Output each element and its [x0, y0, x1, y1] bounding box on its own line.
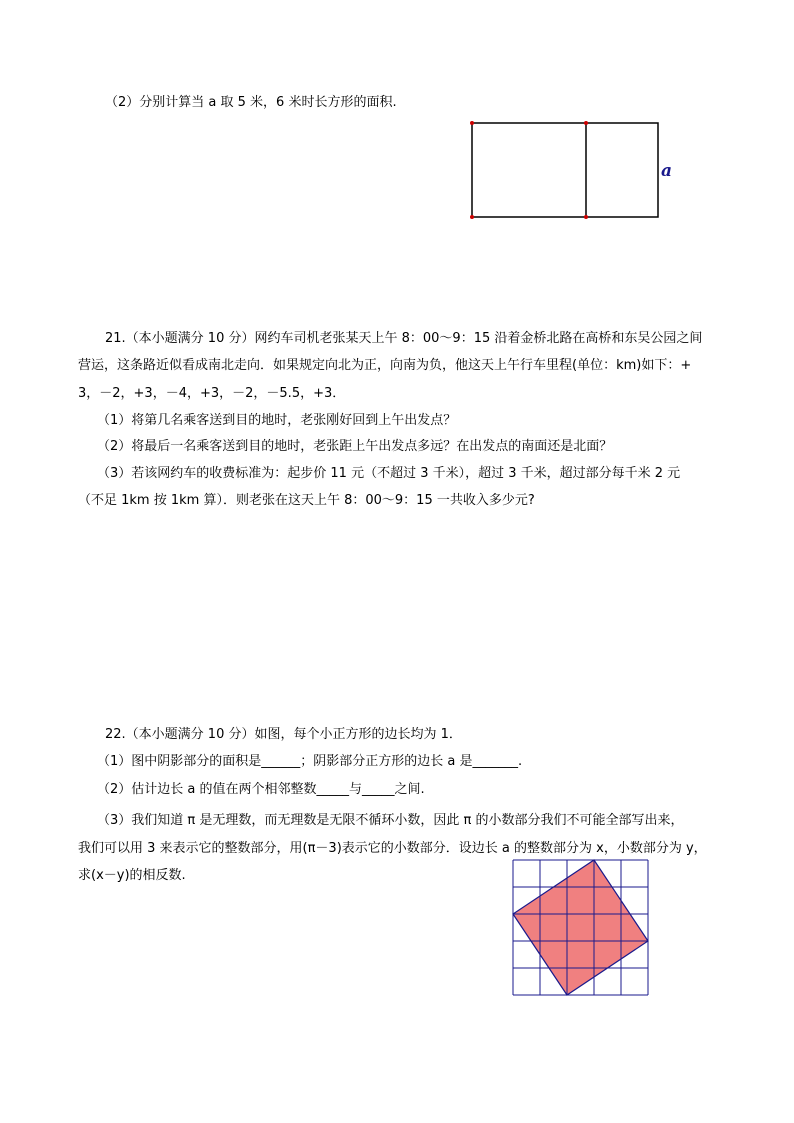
q21-part1: （1）将第几名乘客送到目的地时，老张刚好回到上午出发点？	[97, 413, 457, 428]
q22-part1: （1）图中阴影部分的面积是______；阴影部分正方形的边长 a 是_______.	[97, 754, 523, 769]
q21-stem-line3: 3，－2，+3，－4，+3，－2，－5.5，+3．	[78, 386, 346, 401]
q22-part3-line3: 求(x－y)的相反数.	[78, 868, 186, 883]
side-label-a: a	[661, 161, 673, 181]
q21-part3-line2: （不足 1km 按 1km 算）．则老张在这天上午 8：00～9：15 一共收入多少元?	[78, 493, 535, 508]
q20-part2-text: （2）分别计算当 a 取 5 米，6 米时长方形的面积.	[105, 95, 397, 110]
q22-stem: 22.（本小题满分 10 分）如图，每个小正方形的边长均为 1．	[105, 727, 462, 742]
q21-part3-line1: （3）若该网约车的收费标准为：起步价 11 元（不超过 3 千米），超过 3 千米，超过部分每千米 2 元	[97, 466, 681, 481]
q22-part3-line1: （3）我们知道 π 是无理数，而无理数是无限不循环小数，因此 π 的小数部分我们不可能全部写出来，	[97, 813, 684, 828]
q21-stem-line2: 营运，这条路近似看成南北走向．如果规定向北为正，向南为负，他这天上午行车里程(单位：km)如下：+	[78, 358, 692, 373]
q21-part2: （2）将最后一名乘客送到目的地时，老张距上午出发点多远？在出发点的南面还是北面？	[97, 439, 613, 454]
q22-part2: （2）估计边长 a 的值在两个相邻整数_____与_____之间.	[97, 782, 425, 797]
q22-part3-line2: 我们可以用 3 来表示它的整数部分，用(π－3)表示它的小数部分．设边长 a 的整数部分为 x，小数部分为 y，	[78, 841, 707, 856]
q21-stem-line1: 21.（本小题满分 10 分）网约车司机老张某天上午 8：00～9：15 沿着金桥北路在高桥和东吴公园之间	[105, 331, 703, 346]
shaded-square	[513, 860, 648, 995]
